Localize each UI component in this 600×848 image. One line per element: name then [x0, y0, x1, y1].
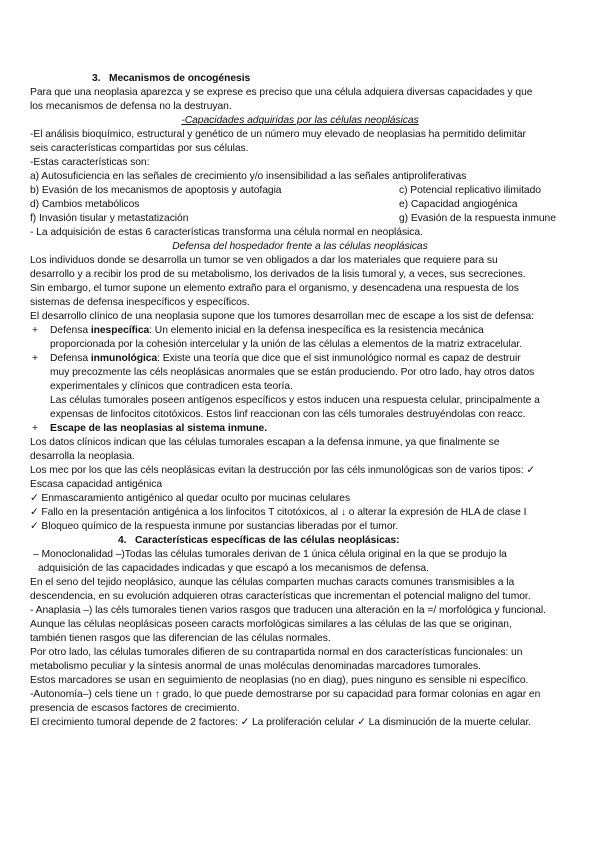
paragraph-line: proporcionada por la cohesión intercelular y la unión de las células a elementos de la matriz extracelular.: [50, 339, 523, 350]
plus-bullet: +: [32, 423, 38, 434]
subheading-defensa: Defensa del hospedador frente a las células neoplásicas: [172, 241, 428, 252]
paragraph-line: expensas de linfocitos citotóxicos. Estos linf reaccionan con las céls tumorales destruyéndolas con reacc.: [50, 409, 526, 420]
list-item: f) Invasión tisular y metastatización: [30, 213, 189, 224]
paragraph-line: Los datos clínicos indican que las células tumorales escapan a la defensa inmune, ya que finalmente se: [30, 437, 500, 448]
check-item: ✓ Enmascaramiento antigénico al quedar oculto por mucinas celulares: [30, 493, 351, 504]
heading-text: Mecanismos de oncogénesis: [108, 73, 251, 84]
paragraph-line: presencia de escasos factores de crecimiento.: [30, 703, 240, 714]
paragraph-line: El crecimiento tumoral depende de 2 factores: ✓ La proliferación celular ✓ La disminución de la muerte celular.: [30, 717, 532, 728]
list-item: e) Capacidad angiogénica: [399, 199, 518, 210]
paragraph-line: descendencia, en su evolución adquieren otras características que incrementan el potencial maligno del tumor.: [30, 591, 531, 602]
paragraph-line: El desarrollo clínico de una neoplasia supone que los tumores desarrollan mec de escape a los sist de defensa:: [30, 311, 534, 322]
paragraph-line: Para que una neoplasia aparezca y se exprese es preciso que una célula adquiera diversas capacidades y que: [30, 87, 533, 98]
plus-bullet: +: [32, 353, 38, 364]
heading-text: Características específicas de las células neoplásicas:: [134, 535, 400, 546]
text: : Un elemento inicial en la defensa inespecífica es la resistencia mecánica: [149, 325, 484, 336]
heading-number: 3.: [92, 73, 101, 84]
check-item: ✓ Bloqueo químico de la respuesta inmune por sustancias liberadas por el tumor.: [30, 521, 399, 532]
list-row: [30, 198, 570, 211]
paragraph-line: muy precozmente las céls neoplásicas anormales que se están produciendo. Por otro lado, hay otros datos: [50, 367, 535, 378]
paragraph-line: Los individuos donde se desarrolla un tumor se ven obligados a dar los materiales que requiere para su: [30, 255, 498, 266]
text: Defensa: [50, 325, 91, 336]
paragraph-line: adquisición de las capacidades indicadas y que escapó a los mecanismos de defensa.: [38, 563, 429, 574]
paragraph-line: experimentales y clínicos que contradicen esta teoría.: [50, 381, 293, 392]
paragraph-line: Los mec por los que las céls neoplásicas evitan la destrucción por las céls inmunológicas son de varios tipos: ✓: [30, 465, 535, 476]
bold-term: inespecífica: [90, 325, 150, 336]
paragraph-line: – Monoclonalidad –)Todas las células tumorales derivan de 1 única célula original en la que se produjo la: [33, 549, 507, 560]
paragraph-line: Por otro lado, las células tumorales difieren de su contrapartida normal en dos características funcionales: un: [30, 647, 523, 658]
paragraph-line: metabolismo peculiar y la síntesis anormal de unas moléculas denominadas marcadores tumorales.: [30, 661, 481, 672]
list-row: [30, 184, 570, 197]
paragraph-line: Sin embargo, el tumor supone un elemento extraño para el organismo, y desencadena una respuesta de los: [30, 283, 519, 294]
paragraph-line: Las células tumorales poseen antígenos específicos y estos inducen una respuesta celular, principalmente a: [50, 395, 540, 406]
paragraph-line: - Anaplasia –) las céls tumorales tienen varios rasgos que traducen una alteración en la =/ morfológica y funcional.: [30, 605, 546, 616]
subheading-capacidades: -Capacidades adquiridas por las células neoplásicas: [181, 115, 419, 126]
text: Defensa: [50, 353, 91, 364]
paragraph-line: -Autonomía–) cels tiene un ↑ grado, lo que puede demostrarse por su capacidad para formar colonias en agar en: [30, 689, 541, 700]
check-item: ✓ Fallo en la presentación antigénica a los linfocitos T citotóxicos, al ↓ o alterar la expresión de HLA de clase I: [30, 507, 527, 518]
paragraph-line: -Estas características son:: [30, 157, 150, 168]
text: : Existe una teoría que dice que el sist inmunológico normal es capaz de destruir: [157, 353, 521, 364]
list-item: c) Potencial replicativo ilimitado: [399, 185, 541, 196]
bullet-item: [32, 324, 484, 337]
paragraph-line: sistemas de defensa inespecíficos y específicos.: [30, 297, 250, 308]
bullet-item: [32, 352, 521, 365]
heading-number: 4.: [118, 535, 127, 546]
list-item: b) Evasión de los mecanismos de apoptosis y autofagia: [30, 185, 282, 196]
list-item: a) Autosuficiencia en las señales de crecimiento y/o insensibilidad a las señales antiproliferativas: [30, 171, 467, 182]
list-row: [30, 212, 570, 225]
paragraph-line: Estos marcadores se usan en seguimiento de neoplasias (no en diag), pues ninguno es sensible ni específico.: [30, 675, 529, 686]
paragraph-line: desarrollo y a recibir los prod de su metabolismo, los derivados de la lisis tumoral y, a veces, sus secreciones.: [30, 269, 526, 280]
bold-term: inmunológica: [90, 353, 158, 364]
paragraph-line: En el seno del tejido neoplásico, aunque las células comparten muchas caracts comunes transmisibles a la: [30, 577, 515, 588]
section-heading-3: [92, 72, 250, 85]
list-item: g) Evasión de la respuesta inmune: [399, 213, 556, 224]
paragraph-line: seis características compartidas por sus células.: [30, 143, 249, 154]
bullet-item: [32, 422, 268, 435]
plus-bullet: +: [32, 325, 38, 336]
paragraph-line: - La adquisición de estas 6 características transforma una célula normal en neoplásica.: [30, 227, 423, 238]
paragraph-line: también tienen rasgos que las diferencian de las células normales.: [30, 633, 331, 644]
paragraph-line: Aunque las células neoplásicas poseen caracts morfológicas similares a las células de las que se originan,: [30, 619, 512, 630]
list-item: d) Cambios metabólicos: [30, 199, 140, 210]
paragraph-line: Escasa capacidad antigénica: [30, 479, 163, 490]
paragraph-line: los mecanismos de defensa no la destruyan.: [30, 101, 232, 112]
bold-term: Escape de las neoplasias al sistema inmune.: [50, 423, 268, 434]
paragraph-line: -El análisis bioquímico, estructural y genético de un número muy elevado de neoplasias ha permitido delimitar: [30, 129, 526, 140]
section-heading-4: [118, 534, 400, 547]
paragraph-line: desarrolla la neoplasia.: [30, 451, 135, 462]
